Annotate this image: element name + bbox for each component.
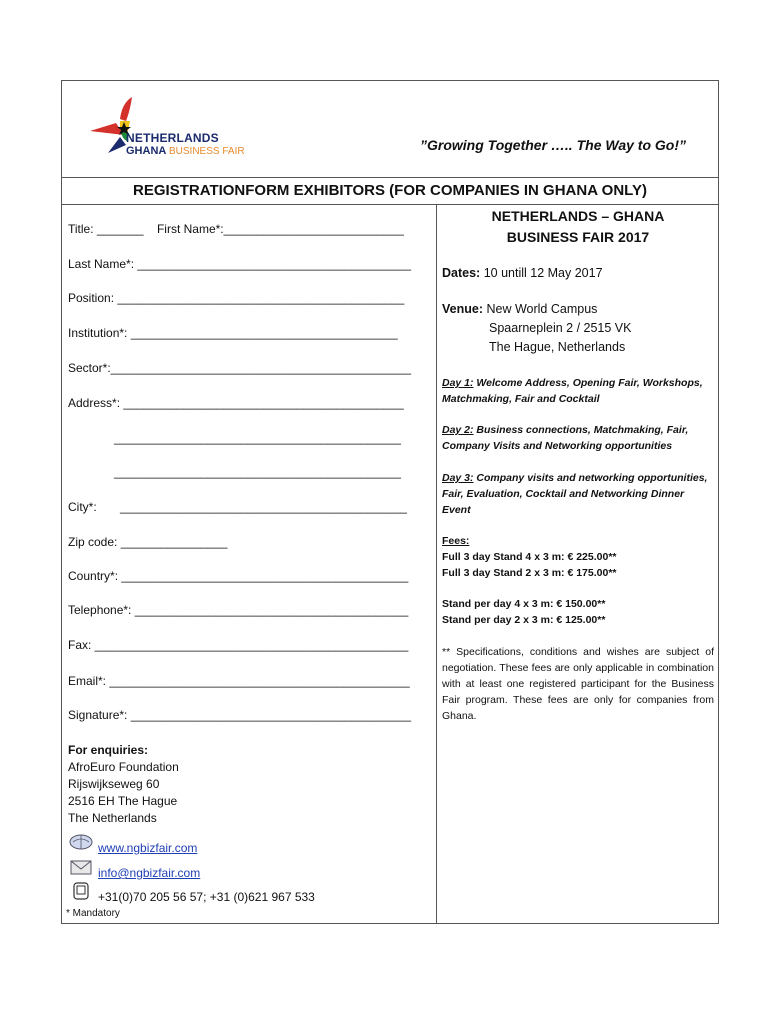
day2-program xyxy=(442,422,714,454)
phone-numbers: +31(0)70 205 56 57; +31 (0)621 967 533 xyxy=(98,890,315,904)
header-divider xyxy=(61,177,719,178)
fee-full-4x3: Full 3 day Stand 4 x 3 m: € 225.00** xyxy=(442,551,617,563)
event-dates xyxy=(442,266,603,280)
dates-value: 10 untill 12 May 2017 xyxy=(483,266,603,280)
dates-label: Dates: xyxy=(442,266,481,280)
title-divider xyxy=(61,204,719,205)
fee-day-2x3: Stand per day 2 x 3 m: € 125.00** xyxy=(442,614,606,626)
enquiries-org: AfroEuro Foundation xyxy=(68,760,179,774)
address-line-3[interactable]: ___________________________________________ xyxy=(114,465,401,479)
venue-line2: Spaarneplein 2 / 2515 VK xyxy=(489,321,632,335)
venue-label: Venue: xyxy=(442,302,483,316)
email-field[interactable]: Email*: _____________________________________________ xyxy=(68,674,410,688)
institution-field[interactable]: Institution*: ________________________________________ xyxy=(68,326,398,340)
day3-text: Company visits and networking opportunities, Fair, Evaluation, Cocktail and Networking Dinner Event xyxy=(442,472,708,516)
globe-icon xyxy=(68,832,94,852)
address-field[interactable]: Address*: __________________________________________ xyxy=(68,396,404,410)
fax-field[interactable]: Fax: _______________________________________________ xyxy=(68,638,409,652)
website-link[interactable]: www.ngbizfair.com xyxy=(98,841,198,855)
day2-text: Business connections, Matchmaking, Fair, Company Visits and Networking opportunities xyxy=(442,424,689,452)
address-line-2[interactable]: ___________________________________________ xyxy=(114,431,401,445)
fees-note: ** Specifications, conditions and wishes are subject of negotiation. These fees are only applicable in combination with at least one registered participant for the Business Fair program. These fees are only for companies from Ghana. xyxy=(442,646,714,722)
event-title-line2: BUSINESS FAIR 2017 xyxy=(506,229,650,245)
column-divider xyxy=(436,204,437,924)
day1-label: Day 1: xyxy=(442,377,474,389)
title-first-name-field[interactable]: Title: _______ First Name*:___________________________ xyxy=(68,222,404,236)
fee-day-4x3: Stand per day 4 x 3 m: € 150.00** xyxy=(442,598,606,610)
day2-label: Day 2: xyxy=(442,424,474,436)
day3-label: Day 3: xyxy=(442,472,474,484)
last-name-field[interactable]: Last Name*: _________________________________________ xyxy=(68,257,411,271)
phone-icon xyxy=(68,881,94,901)
enquiries-street: Rijswijkseweg 60 xyxy=(68,777,160,791)
venue-line1: New World Campus xyxy=(486,302,598,316)
enquiries-country: The Netherlands xyxy=(68,811,157,825)
tagline: ”Growing Together ….. The Way to Go!” xyxy=(420,137,686,153)
day1-program xyxy=(442,375,714,407)
telephone-field[interactable]: Telephone*: _________________________________________ xyxy=(68,603,409,617)
zip-code-field[interactable]: Zip code: ________________ xyxy=(68,535,228,549)
position-field[interactable]: Position: ___________________________________________ xyxy=(68,291,405,305)
logo-text-business-fair: BUSINESS FAIR xyxy=(169,146,245,157)
sector-field[interactable]: Sector*:_____________________________________________ xyxy=(68,361,412,375)
day1-text: Welcome Address, Opening Fair, Workshops, Matchmaking, Fair and Cocktail xyxy=(442,377,703,405)
logo-text-netherlands: NETHERLANDS xyxy=(126,131,219,145)
signature-field[interactable]: Signature*: __________________________________________ xyxy=(68,708,412,722)
country-field[interactable]: Country*: ___________________________________________ xyxy=(68,569,409,583)
day3-program xyxy=(442,470,714,518)
logo-text-ghana-word: GHANA xyxy=(126,145,166,157)
logo-text-ghana xyxy=(126,145,245,157)
mandatory-note: * Mandatory xyxy=(66,908,120,919)
form-title: REGISTRATIONFORM EXHIBITORS (FOR COMPANIES IN GHANA ONLY) xyxy=(133,182,647,199)
enquiries-heading: For enquiries: xyxy=(68,743,149,757)
fees-label: Fees: xyxy=(442,535,470,547)
event-venue xyxy=(442,302,597,316)
venue-line3: The Hague, Netherlands xyxy=(489,340,626,354)
fee-full-2x3: Full 3 day Stand 2 x 3 m: € 175.00** xyxy=(442,567,617,579)
enquiries-city: 2516 EH The Hague xyxy=(68,794,178,808)
city-field[interactable]: City*: ___________________________________________ xyxy=(68,500,407,514)
email-link[interactable]: info@ngbizfair.com xyxy=(98,866,201,880)
email-icon xyxy=(68,857,94,877)
event-title-line1: NETHERLANDS – GHANA xyxy=(491,208,665,224)
